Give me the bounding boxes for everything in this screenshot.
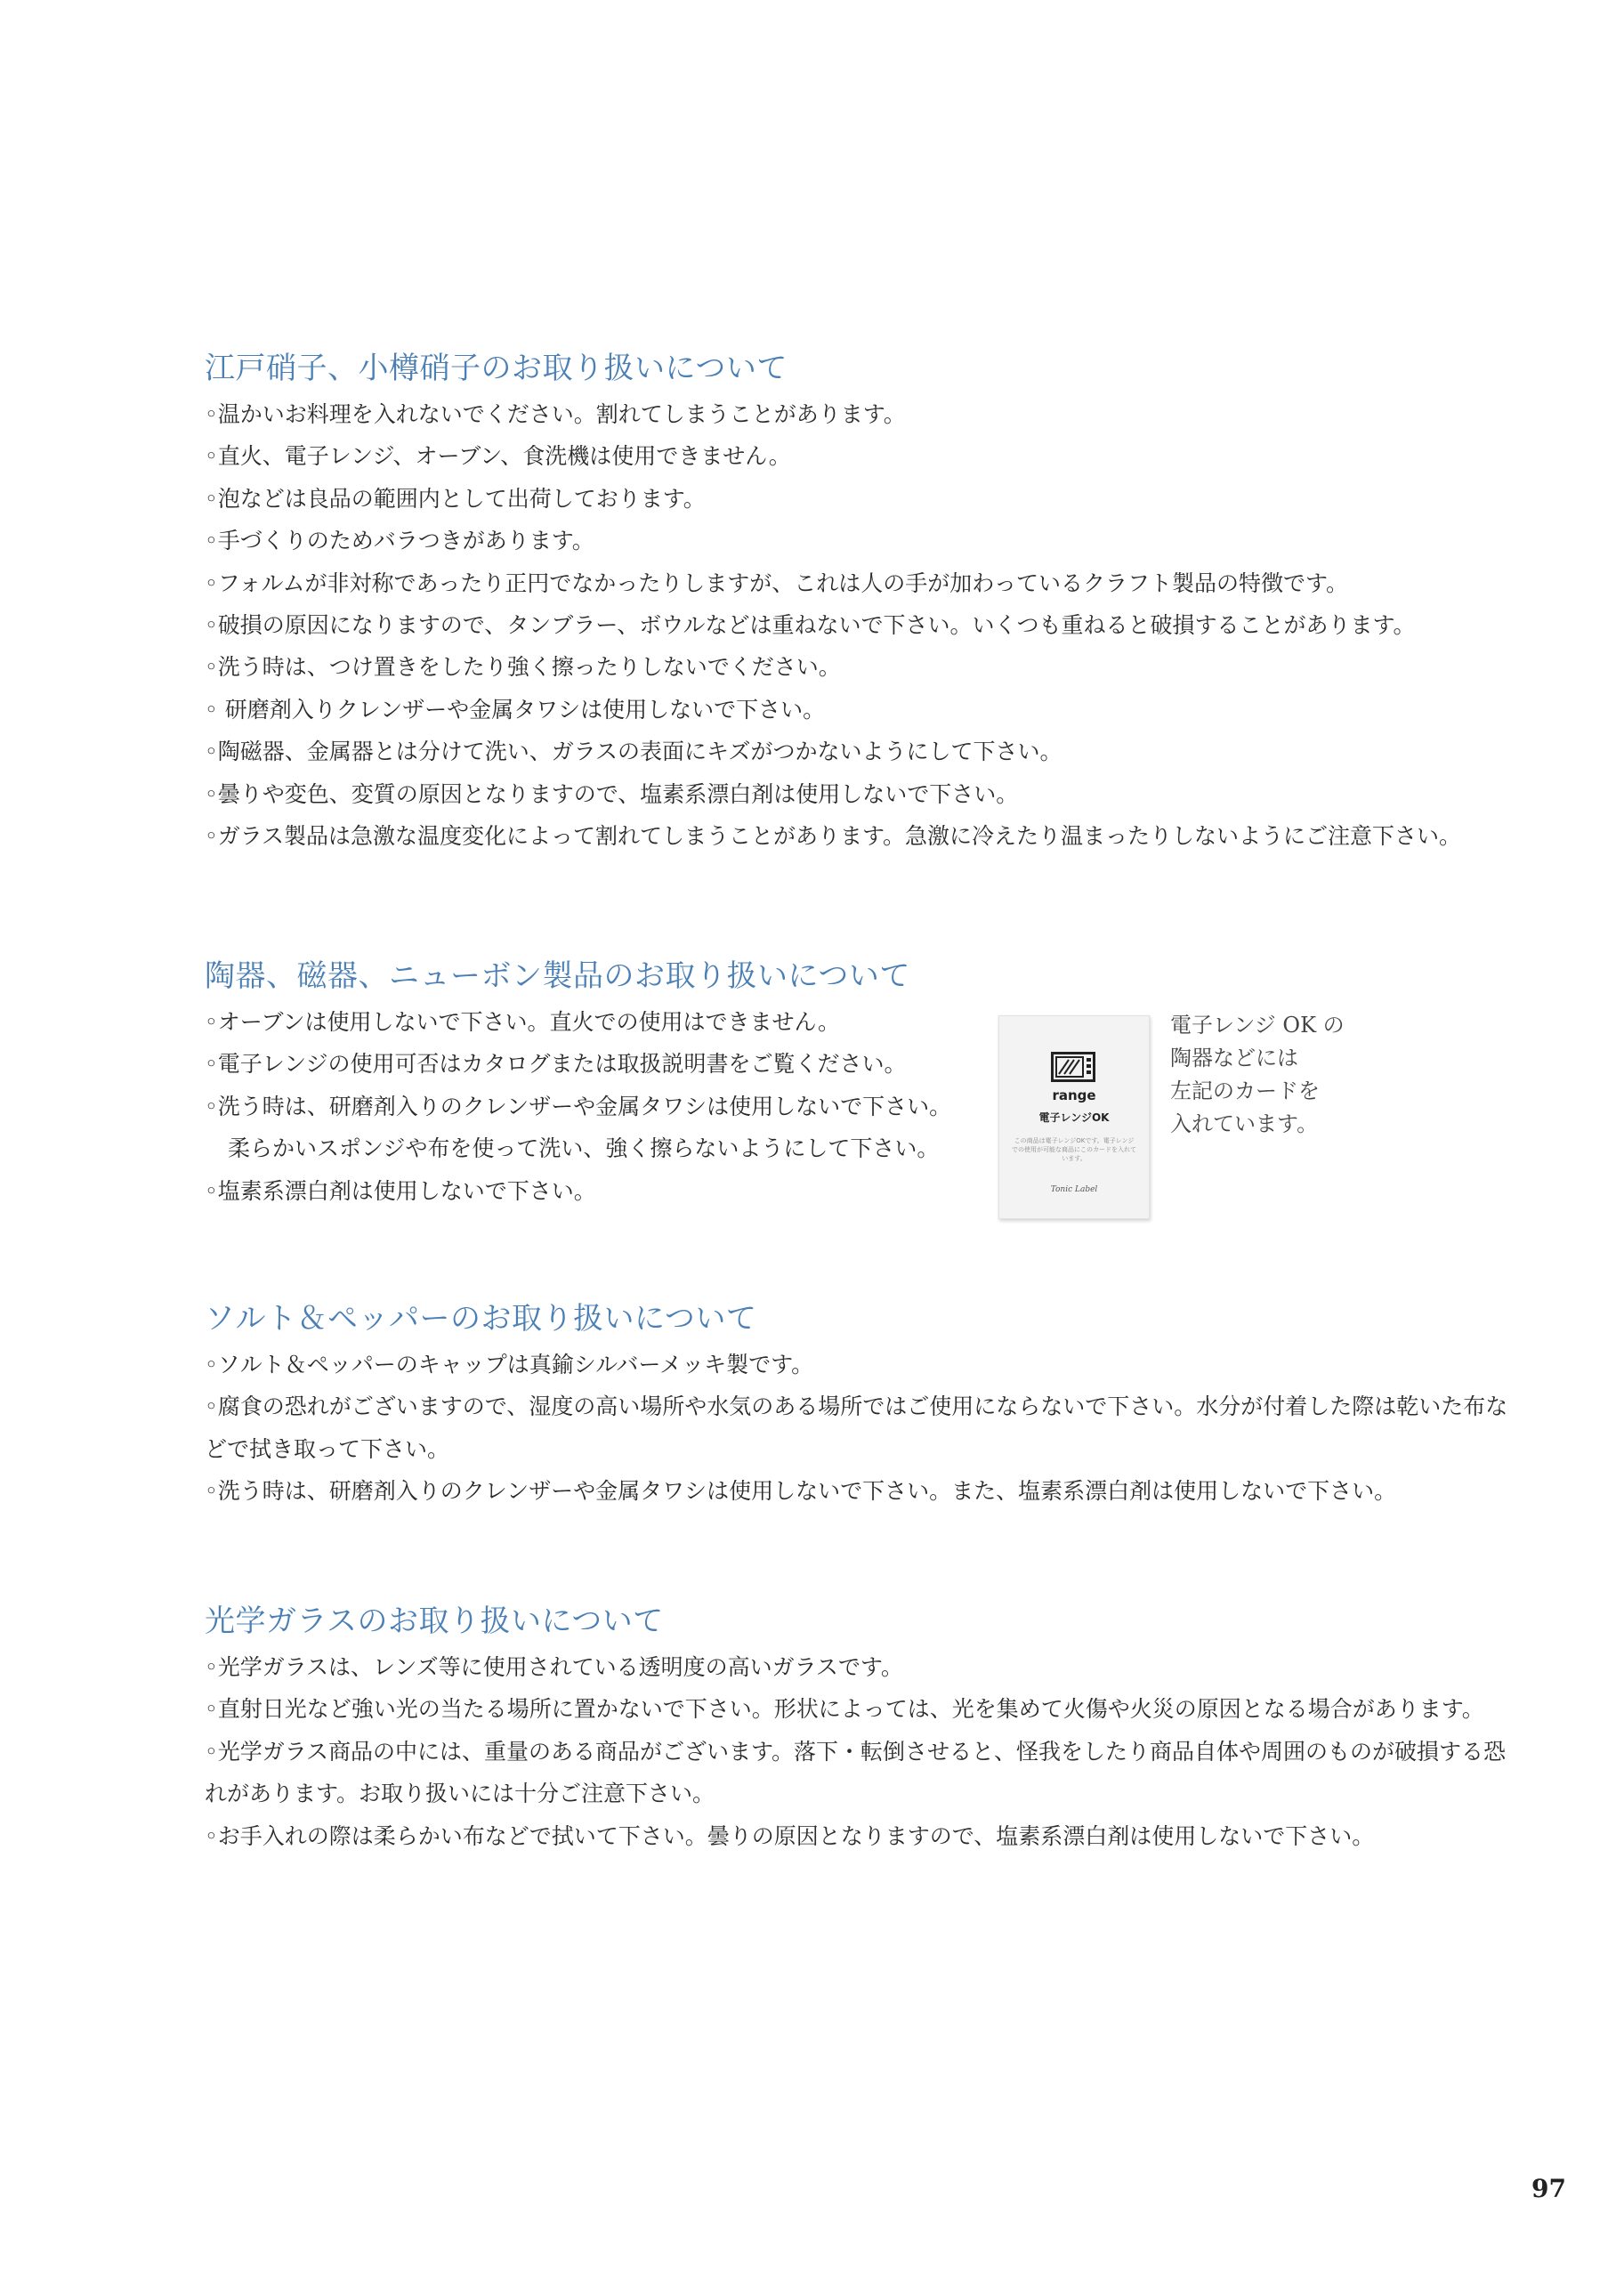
section-ceramics: [205, 957, 1006, 1212]
section-optical-glass: [205, 1602, 1513, 1857]
list-item: ◦温かいお料理を入れないでください。割れてしまうことがあります。: [205, 401, 906, 427]
list-item: ◦直射日光など強い光の当たる場所に置かないで下さい。形状によっては、光を集めて火傷や火災の原因となる場合があります。: [205, 1696, 1484, 1723]
list-item: ◦ 研磨剤入りクレンザーや金属タワシは使用しないで下さい。: [205, 696, 826, 723]
page-number: 97: [1531, 2174, 1566, 2203]
list-item: ◦塩素系漂白剤は使用しないで下さい。: [205, 1177, 596, 1204]
list-item: ◦ガラス製品は急激な温度変化によって割れてしまうことがあります。急激に冷えたり温まったりしないようにご注意下さい。: [205, 823, 1462, 850]
card-brand-logo: Tonic Label: [1050, 1185, 1098, 1194]
card-note-line: 電子レンジ OK の: [1170, 1013, 1345, 1038]
list-item: ◦お手入れの際は柔らかい布などで拭いて下さい。曇りの原因となりますので、塩素系漂白剤は使用しないで下さい。: [205, 1822, 1375, 1849]
section-edo-otaru-glass: [205, 349, 1513, 857]
card-description: この商品は電子レンジOKです。電子レンジでの使用が可能な商品にこのカードを入れています。: [1012, 1137, 1136, 1162]
list-item: ◦直火、電子レンジ、オーブン、食洗機は使用できません。: [205, 443, 791, 470]
card-title: range: [1052, 1087, 1096, 1103]
card-note: [1170, 1009, 1366, 1141]
list-item: ◦電子レンジの使用可否はカタログまたは取扱説明書をご覧ください。: [205, 1051, 907, 1078]
card-note-line: 入れています。: [1170, 1111, 1319, 1136]
list-item: ◦曇りや変色、変質の原因となりますので、塩素系漂白剤は使用しないで下さい。: [205, 780, 1019, 807]
list-item: ◦破損の原因になりますので、タンブラー、ボウルなどは重ねないで下さい。いくつも重ねると破損することがあります。: [205, 612, 1416, 639]
microwave-ok-card: [998, 1015, 1150, 1219]
list-item: ◦洗う時は、研磨剤入りのクレンザーや金属タワシは使用しないで下さい。また、塩素系漂白剤は使用しないで下さい。: [205, 1478, 1397, 1505]
microwave-icon: [1051, 1052, 1095, 1082]
list-item: ◦光学ガラスは、レンズ等に使用されている透明度の高いガラスです。: [205, 1654, 903, 1680]
section-title: 陶器、磁器、ニューボン製品のお取り扱いについて: [205, 958, 910, 994]
list-item-continuation: 柔らかいスポンジや布を使って洗い、強く擦らないようにして下さい。: [228, 1135, 940, 1162]
list-item: ◦手づくりのためバラつきがあります。: [205, 528, 594, 554]
section-title: 江戸硝子、小樽硝子のお取り扱いについて: [205, 351, 788, 386]
list-item: ◦陶磁器、金属器とは分けて洗い、ガラスの表面にキズがつかないようにして下さい。: [205, 739, 1062, 765]
card-note-line: 左記のカードを: [1170, 1078, 1320, 1103]
card-note-line: 陶器などには: [1170, 1046, 1298, 1070]
list-item: ◦光学ガラス商品の中には、重量のある商品がございます。落下・転倒させると、怪我をしたり商品自体や周囲のものが破損する恐れがあります。お取り扱いには十分ご注意下さい。: [205, 1738, 1507, 1807]
section-salt-pepper: [205, 1299, 1513, 1513]
list-item: ◦腐食の恐れがございますので、湿度の高い場所や水気のある場所ではご使用にならないで下さい。水分が付着した際は乾いた布などで拭き取って下さい。: [205, 1393, 1508, 1462]
card-subtitle: 電子レンジOK: [1038, 1111, 1110, 1124]
list-item: ◦オーブンは使用しないで下さい。直火での使用はできません。: [205, 1009, 840, 1035]
list-item: ◦ソルト＆ペッパーのキャップは真鍮シルバーメッキ製です。: [205, 1352, 814, 1377]
list-item: ◦フォルムが非対称であったり正円でなかったりしますが、これは人の手が加わっているクラフト製品の特徴です。: [205, 570, 1349, 596]
list-item: ◦洗う時は、つけ置きをしたり強く擦ったりしないでください。: [205, 654, 841, 681]
list-item: ◦泡などは良品の範囲内として出荷しております。: [205, 485, 706, 512]
list-item: ◦洗う時は、研磨剤入りのクレンザーや金属タワシは使用しないで下さい。: [205, 1093, 952, 1119]
section-title: 光学ガラスのお取り扱いについて: [205, 1603, 664, 1639]
section-title: ソルト＆ペッパーのお取り扱いについて: [205, 1301, 757, 1337]
